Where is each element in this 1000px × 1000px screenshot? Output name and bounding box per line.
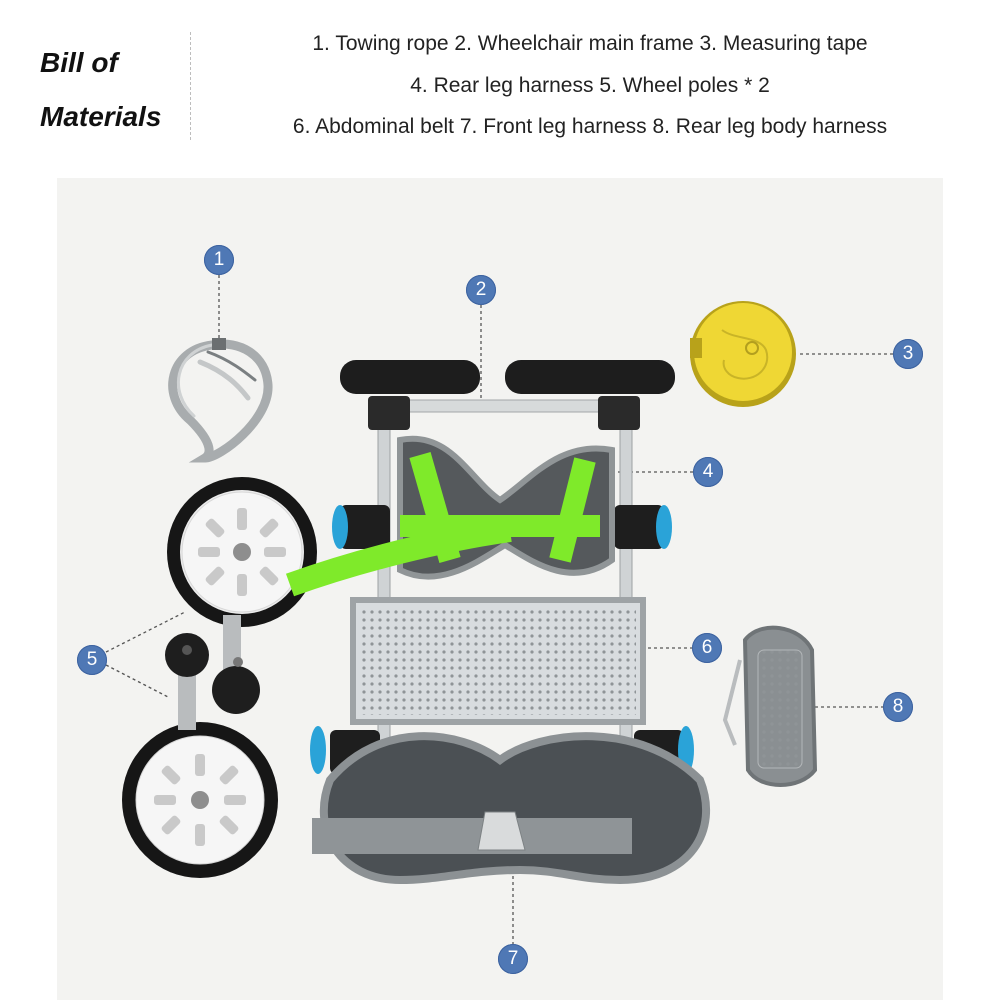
materials-line-3: 6. Abdominal belt 7. Front leg harness 8. Rear leg body harness [292, 115, 888, 138]
abdominal-belt [353, 600, 643, 722]
callout-5-badge: 5 [77, 645, 107, 675]
materials-line-1: 1. Towing rope 2. Wheelchair main frame 3. Measuring tape [312, 32, 868, 55]
callout-4-badge: 4 [693, 457, 723, 487]
towing-rope [173, 338, 268, 458]
callout-8-badge: 8 [883, 692, 913, 722]
materials-line-2: 4. Rear leg harness 5. Wheel poles * 2 [410, 74, 770, 97]
callout-1-badge: 1 [204, 245, 234, 275]
callout-6-badge: 6 [692, 633, 722, 663]
heading-line-2: Materials [40, 101, 162, 132]
callout-3-badge: 3 [893, 339, 923, 369]
heading-line-1: Bill of [40, 47, 118, 78]
wheel-bottom [122, 722, 278, 878]
callout-7-badge: 7 [498, 944, 528, 974]
measuring-tape [690, 301, 796, 407]
wheel-poles [165, 615, 260, 730]
callout-2-badge: 2 [466, 275, 496, 305]
wheel-top [167, 477, 317, 627]
rear-leg-body-harness [725, 628, 815, 785]
front-leg-harness [312, 736, 706, 880]
